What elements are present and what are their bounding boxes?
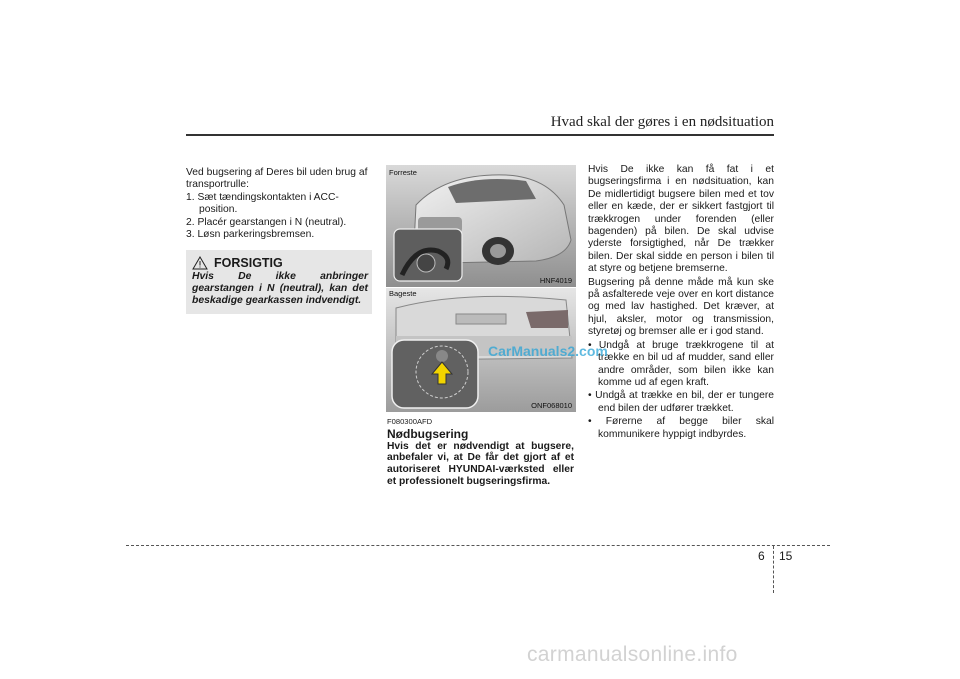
chapter-number: 6 <box>758 549 765 563</box>
front-figure-label: Forreste <box>389 168 417 177</box>
front-car-illustration <box>386 165 576 287</box>
rear-figure-code: ONF068010 <box>531 401 572 410</box>
caution-header <box>192 256 283 270</box>
paragraph-1: Hvis De ikke kan få fat i et bugseringsfirma i en nødsituation, kan De midlertidigt bugsere bilen med et tov eller en kæde, der er sikkert fastgjort til trækkrogen under forenden (eller bagenden) på bilen. De skal udvise yderste forsigtighed, når De trækker bilen. Der skal sidde en person i bilen til at styre og betjene bremserne. <box>588 164 774 275</box>
caution-box <box>186 250 372 314</box>
caution-text: Hvis De ikke anbringer gearstangen i N (neutral), kan det beskadige gearkassen indvendigt. <box>192 271 368 307</box>
warning-triangle-icon <box>192 256 208 270</box>
front-tow-hook-figure <box>386 165 576 287</box>
page-number: 15 <box>779 549 793 563</box>
left-column <box>186 167 372 241</box>
section-body: Hvis det er nødvendigt at bugsere, anbefaler vi, at De får det gjort af et autoriseret HYUNDAI-værksted eller et professionelt bugseringsfirma. <box>387 440 574 487</box>
middle-column <box>387 416 574 487</box>
page-divider <box>773 546 774 593</box>
bullet-3: • Førerne af begge biler skal kommunikere hyppigt indbyrdes. <box>588 416 774 440</box>
overlay-watermark: CarManuals2.com <box>488 343 608 359</box>
bullet-1: • Undgå at bruge trækkrogene til at trække en bil ud af mudder, sand eller andre områder, som bilen ikke kan komme ud af egen kraft. <box>588 339 774 388</box>
caution-title: FORSIGTIG <box>214 256 283 270</box>
running-header-title: Hvad skal der gøres i en nødsituation <box>550 114 774 130</box>
right-column <box>588 164 774 442</box>
bullet-2: • Undgå at trække en bil, der er tungere end bilen der udfører trækket. <box>588 390 774 414</box>
intro-text: Ved bugsering af Deres bil uden brug af transportrulle: <box>186 167 368 191</box>
paragraph-2: Bugsering på denne måde må kun ske på asfalterede veje over en kort distance og med lav hastighed. Det kræver, at hjul, aksler, motor og transmission, styretøj og bremser alle er i god stand. <box>588 276 774 338</box>
header-rule <box>186 134 774 136</box>
step-2: 2. Placér gearstangen i N (neutral). <box>186 216 347 228</box>
site-watermark: carmanualsonline.info <box>527 643 738 666</box>
step-3: 3. Løsn parkeringsbremsen. <box>186 229 315 241</box>
step-1: 1. Sæt tændingskontakten i ACC-position. <box>186 191 339 216</box>
footer-rule <box>126 545 830 546</box>
front-figure-code: HNF4019 <box>539 276 572 285</box>
section-title: Nødbugsering <box>387 427 469 442</box>
rear-figure-label: Bageste <box>389 289 417 298</box>
section-code: F080300AFD <box>387 417 433 426</box>
